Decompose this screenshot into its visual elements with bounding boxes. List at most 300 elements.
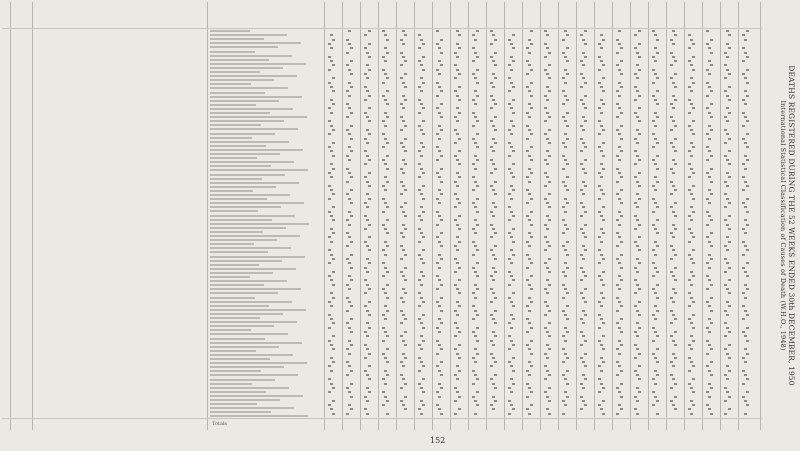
table-cell-mark [654,163,657,165]
table-cell-mark [742,370,745,372]
table-cell-mark [456,301,459,303]
table-cell-mark [402,82,405,84]
table-cell-mark [364,292,367,294]
table-cell-mark [418,228,421,230]
table-cell-mark [672,288,675,290]
table-cell-mark [600,60,603,62]
table-cell-mark [492,34,495,36]
table-cell-mark [616,387,619,389]
table-cell-mark [566,163,569,165]
table-cell-mark [494,258,497,260]
table-cell-mark [654,189,657,191]
cause-row [210,272,273,274]
table-cell-mark [692,107,695,109]
table-cell-mark [674,318,677,320]
table-cell-mark [400,168,403,170]
table-cell-mark [400,400,403,402]
table-cell-mark [512,305,515,307]
table-cell-mark [458,370,461,372]
table-cell-mark [670,310,673,312]
table-cell-mark [672,211,675,213]
table-cell-mark [382,82,385,84]
table-cell-mark [440,193,443,195]
table-cell-mark [620,408,623,410]
table-cell-mark [332,39,335,41]
table-cell-mark [546,99,549,101]
table-cell-mark [494,400,497,402]
table-cell-mark [510,82,513,84]
table-cell-mark [724,335,727,337]
table-cell-mark [346,64,349,66]
table-cell-mark [328,340,331,342]
table-cell-mark [634,86,637,88]
table-cell-mark [744,400,747,402]
table-cell-mark [350,189,353,191]
table-cell-mark [526,370,529,372]
table-cell-mark [708,370,711,372]
table-rule-vertical [486,2,487,430]
table-cell-mark [546,163,549,165]
table-cell-mark [510,275,513,277]
table-cell-mark [692,404,695,406]
table-cell-mark [746,340,749,342]
table-cell-mark [708,138,711,140]
table-cell-mark [580,73,583,75]
table-cell-mark [438,112,441,114]
table-cell-mark [328,404,331,406]
table-cell-mark [600,357,603,359]
table-cell-mark [350,138,353,140]
table-cell-mark [440,348,443,350]
table-cell-mark [364,331,367,333]
table-cell-mark [364,279,367,281]
table-cell-mark [706,224,709,226]
table-cell-mark [364,408,367,410]
table-cell-mark [422,249,425,251]
table-cell-mark [472,267,475,269]
table-cell-mark [494,52,497,54]
table-cell-mark [602,284,605,286]
table-cell-mark [652,95,655,97]
table-cell-mark [436,353,439,355]
table-cell-mark [364,396,367,398]
table-cell-mark [436,172,439,174]
table-cell-mark [330,47,333,49]
table-cell-mark [332,297,335,299]
table-cell-mark [440,103,443,105]
table-cell-mark [474,155,477,157]
table-cell-mark [332,348,335,350]
table-cell-mark [602,271,605,273]
table-cell-mark [688,318,691,320]
table-rule-vertical [32,2,33,430]
table-cell-mark [634,176,637,178]
table-cell-mark [638,391,641,393]
table-cell-mark [728,47,731,49]
cause-row [210,403,257,405]
table-cell-mark [402,30,405,32]
table-cell-mark [510,262,513,264]
table-cell-mark [746,275,749,277]
table-cell-mark [436,211,439,213]
table-cell-mark [382,224,385,226]
table-cell-mark [404,150,407,152]
table-cell-mark [348,159,351,161]
table-cell-mark [544,185,547,187]
table-cell-mark [526,383,529,385]
table-cell-mark [564,404,567,406]
table-cell-mark [508,232,511,234]
table-cell-mark [582,335,585,337]
table-cell-mark [348,301,351,303]
table-cell-mark [690,348,693,350]
table-cell-mark [350,73,353,75]
table-cell-mark [726,30,729,32]
table-cell-mark [620,47,623,49]
table-cell-mark [420,400,423,402]
table-cell-mark [346,297,349,299]
table-cell-mark [564,353,567,355]
table-cell-mark [598,133,601,135]
table-cell-mark [346,387,349,389]
table-cell-mark [364,305,367,307]
table-cell-mark [654,267,657,269]
table-cell-mark [742,73,745,75]
table-cell-mark [350,267,353,269]
table-cell-mark [688,86,691,88]
table-cell-mark [688,60,691,62]
table-cell-mark [656,168,659,170]
table-cell-mark [474,413,477,415]
table-cell-mark [584,95,587,97]
table-cell-mark [454,142,457,144]
table-cell-mark [566,60,569,62]
table-cell-mark [602,361,605,363]
table-cell-mark [382,249,385,251]
table-cell-mark [636,90,639,92]
table-cell-mark [584,404,587,406]
table-cell-mark [688,344,691,346]
table-cell-mark [618,404,621,406]
table-cell-mark [508,129,511,131]
table-cell-mark [566,383,569,385]
table-rule-vertical [720,2,721,430]
table-cell-mark [436,69,439,71]
table-cell-mark [672,107,675,109]
table-cell-mark [744,168,747,170]
table-cell-mark [670,64,673,66]
table-cell-mark [638,327,641,329]
table-rule-horizontal [2,28,762,29]
table-cell-mark [400,258,403,260]
table-cell-mark [692,275,695,277]
table-cell-mark [726,198,729,200]
table-cell-mark [652,249,655,251]
table-cell-mark [546,86,549,88]
table-cell-mark [674,202,677,204]
table-cell-mark [672,95,675,97]
table-cell-mark [706,30,709,32]
table-cell-mark [402,211,405,213]
table-cell-mark [602,39,605,41]
table-cell-mark [454,335,457,337]
table-cell-mark [548,52,551,54]
table-cell-mark [348,43,351,45]
table-rule-vertical [576,2,577,430]
table-cell-mark [422,69,425,71]
cause-row [210,169,308,171]
table-cell-mark [440,413,443,415]
table-cell-mark [454,219,457,221]
table-rule-vertical [760,2,761,430]
table-cell-mark [526,254,529,256]
table-cell-mark [402,146,405,148]
table-cell-mark [688,279,691,281]
table-cell-mark [330,292,333,294]
table-cell-mark [692,262,695,264]
table-cell-mark [726,353,729,355]
table-cell-mark [346,52,349,54]
table-rule-vertical [522,2,523,430]
table-cell-mark [476,133,479,135]
table-rule-vertical [738,2,739,430]
table-cell-mark [440,361,443,363]
table-cell-mark [566,331,569,333]
table-cell-mark [350,47,353,49]
table-cell-mark [636,129,639,131]
table-cell-mark [652,56,655,58]
cause-row [210,391,266,393]
table-cell-mark [508,361,511,363]
table-cell-mark [346,103,349,105]
table-cell-mark [490,365,493,367]
table-cell-mark [548,155,551,157]
table-cell-mark [566,292,569,294]
table-cell-mark [418,163,421,165]
table-cell-mark [620,370,623,372]
table-cell-mark [366,322,369,324]
table-cell-mark [422,262,425,264]
table-cell-mark [402,365,405,367]
table-cell-mark [618,69,621,71]
table-cell-mark [400,387,403,389]
table-cell-mark [636,284,639,286]
table-cell-mark [638,288,641,290]
table-cell-mark [652,224,655,226]
table-cell-mark [744,335,747,337]
table-cell-mark [688,189,691,191]
table-cell-mark [332,206,335,208]
table-cell-mark [598,378,601,380]
table-cell-mark [404,215,407,217]
table-cell-mark [492,228,495,230]
table-cell-mark [688,34,691,36]
table-cell-mark [456,249,459,251]
table-cell-mark [710,39,713,41]
table-cell-mark [384,318,387,320]
table-cell-mark [638,224,641,226]
table-cell-mark [458,357,461,359]
table-cell-mark [332,77,335,79]
table-cell-mark [368,185,371,187]
table-cell-mark [708,176,711,178]
table-cell-mark [348,365,351,367]
table-cell-mark [476,314,479,316]
table-cell-mark [672,314,675,316]
table-cell-mark [652,211,655,213]
table-cell-mark [562,271,565,273]
table-cell-mark [382,340,385,342]
table-cell-mark [638,95,641,97]
table-cell-mark [474,245,477,247]
table-cell-mark [562,206,565,208]
table-rule-vertical [378,2,379,430]
table-cell-mark [366,155,369,157]
table-cell-mark [672,340,675,342]
table-cell-mark [472,99,475,101]
table-cell-mark [494,181,497,183]
table-cell-mark [458,202,461,204]
table-cell-mark [530,198,533,200]
table-cell-mark [670,168,673,170]
table-cell-mark [438,138,441,140]
table-cell-mark [710,258,713,260]
table-cell-mark [636,142,639,144]
table-cell-mark [744,245,747,247]
table-cell-mark [530,288,533,290]
table-cell-mark [332,155,335,157]
table-cell-mark [418,254,421,256]
table-cell-mark [350,241,353,243]
table-cell-mark [474,374,477,376]
table-cell-mark [328,314,331,316]
table-cell-mark [582,103,585,105]
table-cell-mark [436,198,439,200]
table-cell-mark [546,267,549,269]
table-cell-mark [744,52,747,54]
table-cell-mark [384,189,387,191]
table-cell-mark [402,288,405,290]
cause-row [210,92,265,94]
table-cell-mark [672,249,675,251]
table-cell-mark [490,146,493,148]
numeric-column [616,30,630,420]
table-cell-mark [746,404,749,406]
table-cell-mark [472,331,475,333]
table-cell-mark [528,413,531,415]
table-cell-mark [710,348,713,350]
table-cell-mark [476,146,479,148]
table-cell-mark [418,215,421,217]
table-cell-mark [706,288,709,290]
table-cell-mark [418,408,421,410]
table-cell-mark [474,284,477,286]
table-cell-mark [368,236,371,238]
table-cell-mark [654,292,657,294]
table-cell-mark [474,52,477,54]
table-cell-mark [726,288,729,290]
table-cell-mark [386,168,389,170]
table-cell-mark [386,219,389,221]
table-cell-mark [490,224,493,226]
table-cell-mark [564,249,567,251]
table-cell-mark [726,224,729,226]
table-cell-mark [526,267,529,269]
table-cell-mark [456,224,459,226]
table-cell-mark [404,60,407,62]
table-cell-mark [728,305,731,307]
table-cell-mark [674,357,677,359]
table-cell-mark [404,408,407,410]
table-cell-mark [418,241,421,243]
table-cell-mark [634,357,637,359]
cause-row [210,227,286,229]
table-cell-mark [598,327,601,329]
table-cell-mark [652,30,655,32]
table-cell-mark [438,408,441,410]
table-cell-mark [510,378,513,380]
table-cell-mark [652,391,655,393]
table-cell-mark [544,107,547,109]
table-cell-mark [512,357,515,359]
table-cell-mark [544,120,547,122]
table-cell-mark [672,172,675,174]
table-cell-mark [746,249,749,251]
table-cell-mark [654,357,657,359]
table-cell-mark [530,236,533,238]
table-cell-mark [656,361,659,363]
table-cell-mark [580,99,583,101]
table-cell-mark [724,52,727,54]
table-cell-mark [544,224,547,226]
table-cell-mark [384,99,387,101]
table-cell-mark [454,271,457,273]
table-cell-mark [418,370,421,372]
table-cell-mark [422,314,425,316]
table-cell-mark [400,129,403,131]
title-line-1: DEATHS REGISTERED DURING THE 52 WEEKS ENDED 30th DECEMBER, 1950 [787,65,796,386]
table-cell-mark [544,378,547,380]
table-cell-mark [440,168,443,170]
table-cell-mark [670,193,673,195]
table-cell-mark [726,120,729,122]
table-cell-mark [600,318,603,320]
table-cell-mark [508,64,511,66]
table-cell-mark [512,344,515,346]
table-cell-mark [436,107,439,109]
table-cell-mark [400,103,403,105]
table-cell-mark [458,138,461,140]
table-cell-mark [674,267,677,269]
table-cell-mark [616,52,619,54]
table-cell-mark [674,215,677,217]
cause-row [210,223,309,225]
table-cell-mark [728,34,731,36]
table-cell-mark [510,185,513,187]
table-cell-mark [492,408,495,410]
numeric-column [346,30,360,420]
table-cell-mark [494,116,497,118]
table-cell-mark [418,189,421,191]
table-cell-mark [544,288,547,290]
table-cell-mark [328,262,331,264]
table-cell-mark [346,129,349,131]
table-cell-mark [402,107,405,109]
table-cell-mark [602,322,605,324]
cause-row [210,100,279,102]
table-cell-mark [580,254,583,256]
table-cell-mark [724,181,727,183]
